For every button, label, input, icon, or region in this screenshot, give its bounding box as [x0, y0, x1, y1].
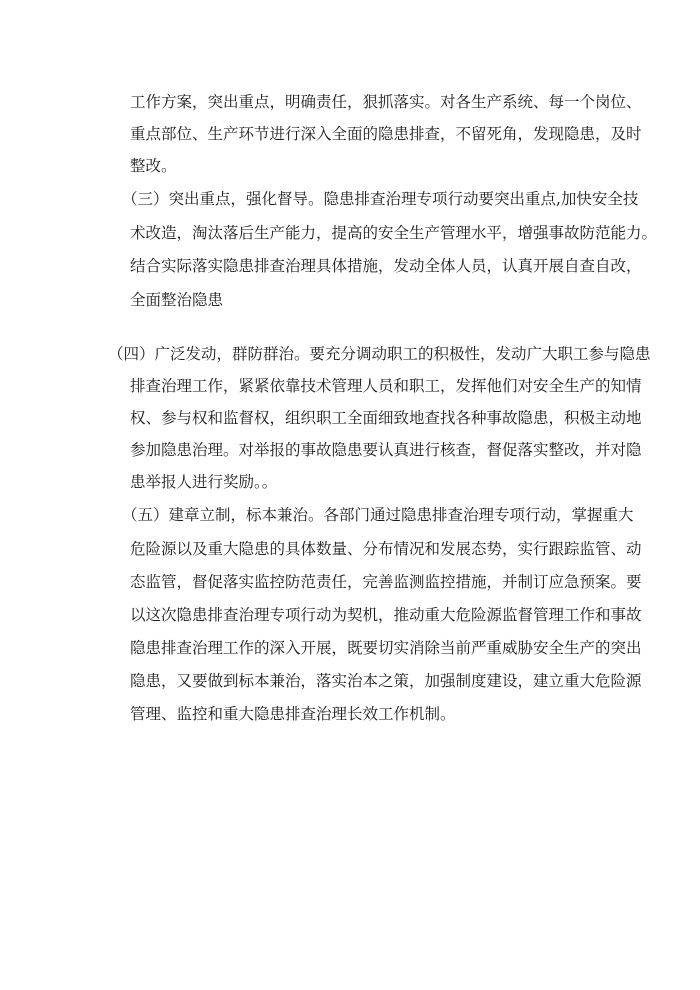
- paragraph-line: 参加隐患治理。对举报的事故隐患要认真进行核查，督促落实整改，并对隐: [130, 441, 642, 459]
- paragraph-line: 隐患，又要做到标本兼治，落实治本之策，加强制度建设，建立重大危险源: [130, 672, 642, 690]
- paragraph-line: 排查治理工作，紧紧依靠技术管理人员和职工，发挥他们对安全生产的知情: [130, 377, 642, 395]
- paragraph-line: 重点部位、生产环节进行深入全面的隐患排查，不留死角，发现隐患，及时: [130, 125, 642, 143]
- paragraph-line: 权、参与权和监督权，组织职工全面细致地查找各种事故隐患，积极主动地: [130, 409, 642, 427]
- paragraph-line: 全面整治隐患: [130, 291, 224, 309]
- paragraph-line: 结合实际落实隐患排查治理具体措施，发动全体人员，认真开展自查自改，: [130, 257, 642, 275]
- paragraph-line: 危险源以及重大隐患的具体数量、分布情况和发展态势，实行跟踪监管、动: [130, 540, 642, 558]
- paragraph-line: 工作方案，突出重点，明确责任，狠抓落实。对各生产系统、每一个岗位、: [130, 93, 642, 111]
- paragraph-line: （三）突出重点，强化督导。隐患排查治理专项行动要突出重点,加快安全技: [122, 190, 639, 208]
- paragraph-line: 隐患排查治理工作的深入开展，既要切实消除当前严重威胁安全生产的突出: [130, 639, 642, 657]
- paragraph-line: 整改。: [130, 157, 177, 175]
- paragraph-line: 以这次隐患排查治理专项行动为契机，推动重大危险源监督管理工作和事故: [130, 606, 642, 624]
- paragraph-line: 态监管，督促落实监控防范责任，完善监测监控措施，并制订应急预案。要: [130, 573, 642, 591]
- paragraph-line: 患举报人进行奖励。。: [130, 473, 278, 491]
- paragraph-line: 管理、监控和重大隐患排查治理长效工作机制。: [130, 705, 456, 723]
- paragraph-line: 术改造，淘汰落后生产能力，提高的安全生产管理水平，增强事故防范能力。: [130, 224, 658, 242]
- paragraph-line: （四）广泛发动，群防群治。要充分调动职工的积极性，发动广大职工参与隐患: [108, 345, 651, 363]
- paragraph-line: （五）建章立制，标本兼治。各部门通过隐患排查治理专项行动，掌握重大: [122, 506, 634, 524]
